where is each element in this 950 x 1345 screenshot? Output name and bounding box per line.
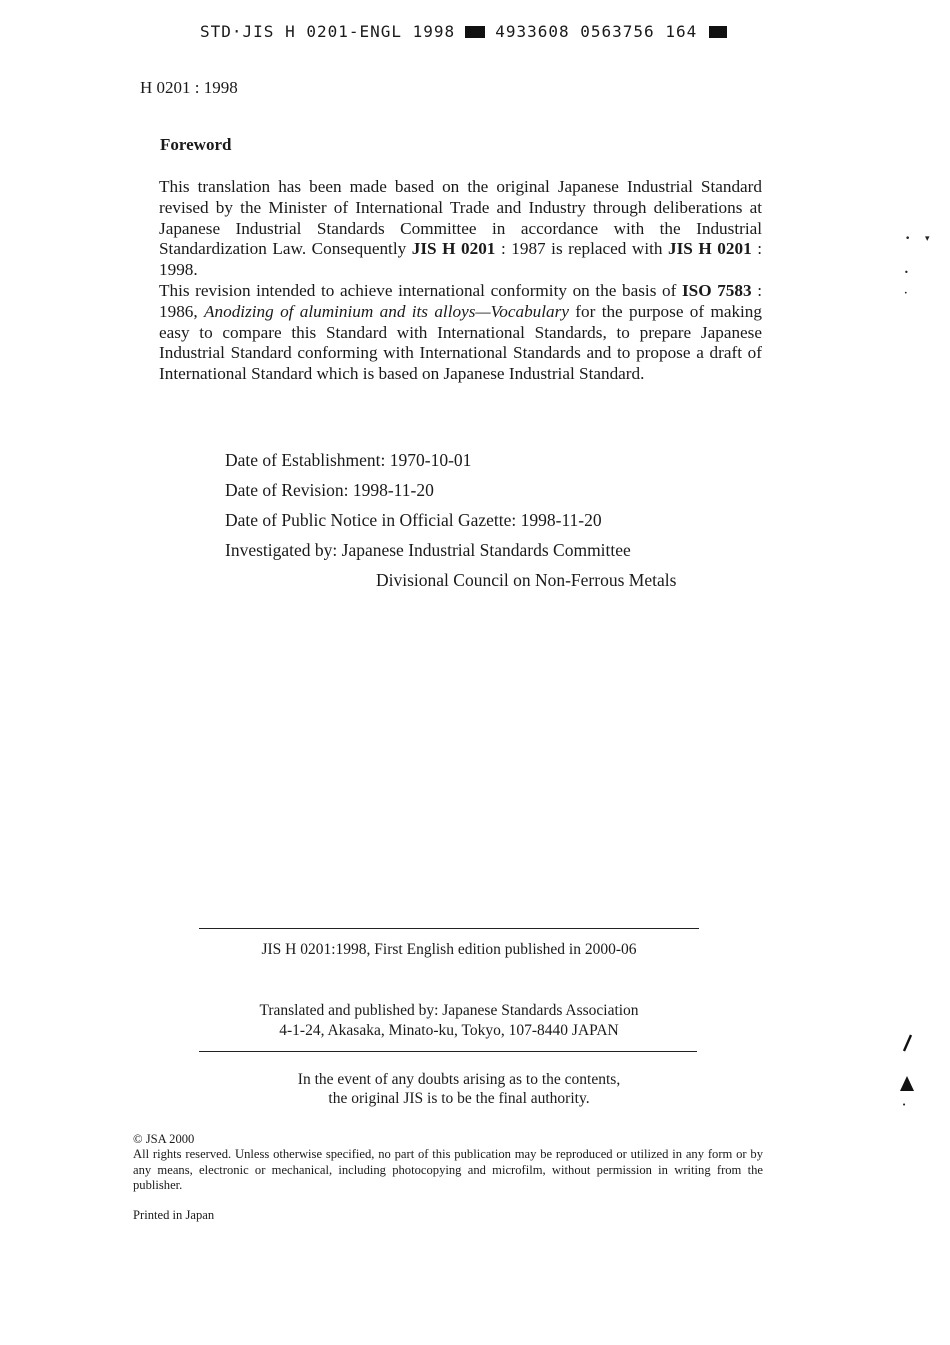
publisher-line: Translated and published by: Japanese Standards Association — [259, 1002, 639, 1019]
scan-stroke-mark — [900, 1033, 914, 1053]
foreword-paragraph — [159, 281, 762, 385]
stamp-block-mark — [709, 26, 727, 38]
foreword-body — [159, 177, 762, 385]
edition-info: JIS H 0201:1998, First English edition published in 2000-06 — [261, 941, 637, 958]
printed-in: Printed in Japan — [133, 1208, 215, 1222]
publisher-info — [199, 1001, 699, 1041]
foreword-text: : 1998. — [159, 239, 763, 280]
document-number: H 0201 : 1998 — [140, 78, 238, 97]
date-establishment: Date of Establishment: 1970-10-01 — [225, 450, 472, 470]
foreword-text: This revision intended to achieve international conformity on the basis of — [159, 280, 682, 300]
scan-speck: • — [905, 234, 911, 244]
foreword-paragraph — [159, 177, 762, 281]
copyright-block — [133, 1132, 763, 1193]
foreword-text: : 1987 is replaced with — [495, 239, 669, 259]
scan-speck: • — [902, 1101, 907, 1109]
scan-arrow-mark — [899, 1075, 915, 1093]
standard-title: Anodizing of aluminium and its alloys—Vocabulary — [204, 301, 569, 321]
scan-speck: ▾ — [925, 234, 930, 244]
foreword-heading: Foreword — [160, 135, 232, 154]
divider — [199, 928, 699, 929]
publisher-address: 4-1-24, Akasaka, Minato-ku, Tokyo, 107-8440 JAPAN — [279, 1022, 619, 1039]
scan-speck: • — [904, 268, 909, 277]
authority-notice — [199, 1070, 719, 1108]
authority-line: In the event of any doubts arising as to the contents, — [297, 1071, 621, 1088]
copyright-notice: © JSA 2000 — [133, 1132, 195, 1146]
standard-reference: JIS H 0201 — [411, 239, 496, 259]
date-public-notice: Date of Public Notice in Official Gazette: 1998-11-20 — [225, 510, 602, 530]
standard-reference: JIS H 0201 — [668, 239, 752, 259]
foreword-text: : 1986, — [159, 280, 762, 321]
foreword-text: for the purpose of making easy to compare this Standard with International Standards, to prepare Japanese Industrial Standard conforming with International Standards and to propose a draft of International Standard which is based on Japanese Industrial Standard. — [159, 301, 762, 384]
investigating-council: Divisional Council on Non-Ferrous Metals — [376, 570, 677, 590]
foreword-text: This translation has been made based on the original Japanese Industrial Standard revised by the Minister of International Trade and Industry through deliberations at Japanese Industrial Standards Committee in accordance with the Industrial Standardization Law. Consequently — [159, 177, 762, 259]
copyright-text: All rights reserved. Unless otherwise specified, no part of this publication may be reproduced or utilized in any form or by any means, electronic or mechanical, including photocopying and microfilm, without permission in writing from the publisher. — [133, 1147, 763, 1192]
stamp-block-mark — [465, 26, 485, 38]
investigated-by: Investigated by: Japanese Industrial Standards Committee — [225, 540, 631, 560]
authority-line: the original JIS is to be the final authority. — [328, 1090, 590, 1107]
header-stamp — [200, 22, 727, 41]
stamp-code: STD·JIS H 0201-ENGL 1998 — [200, 22, 456, 41]
date-revision: Date of Revision: 1998-11-20 — [225, 480, 434, 500]
divider — [199, 1051, 697, 1052]
scan-speck: • — [904, 290, 908, 297]
standard-reference: ISO 7583 — [681, 280, 752, 300]
stamp-number: 4933608 0563756 164 — [495, 22, 698, 41]
dates-block — [225, 445, 676, 595]
